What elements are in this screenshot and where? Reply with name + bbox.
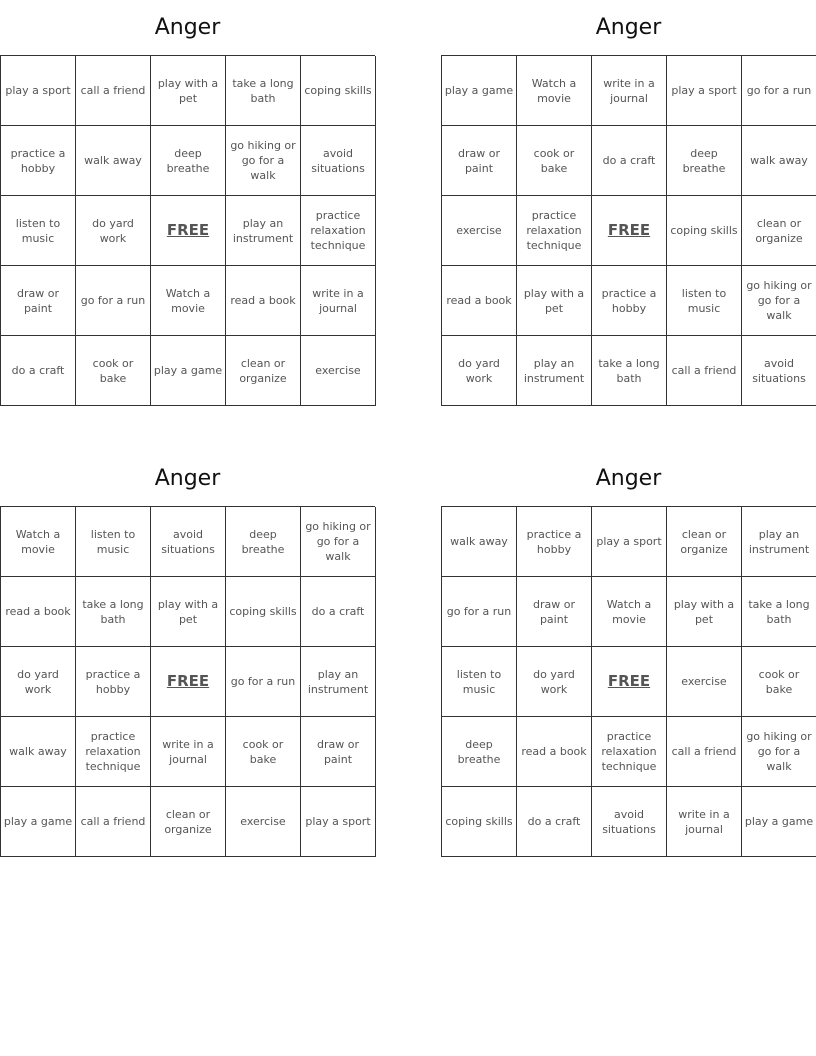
bingo-cell: go for a run [76, 266, 151, 336]
bingo-cell: play an instrument [742, 507, 816, 577]
bingo-card-2 [441, 0, 816, 406]
bingo-cell: play a game [442, 56, 517, 126]
bingo-cell: walk away [1, 717, 76, 787]
card-title: Anger [154, 15, 221, 40]
bingo-cell: play with a pet [151, 577, 226, 647]
bingo-cell: clean or organize [151, 787, 226, 857]
bingo-cell: avoid situations [301, 126, 376, 196]
bingo-cell: walk away [742, 126, 816, 196]
bingo-cell: walk away [76, 126, 151, 196]
bingo-cell: listen to music [442, 647, 517, 717]
bingo-cell: cook or bake [517, 126, 592, 196]
bingo-cell: play an instrument [226, 196, 301, 266]
bingo-card-4 [441, 451, 816, 857]
bingo-cell: walk away [442, 507, 517, 577]
bingo-cell: coping skills [667, 196, 742, 266]
bingo-cell: listen to music [1, 196, 76, 266]
bingo-cell: coping skills [442, 787, 517, 857]
bingo-cell: play a sport [1, 56, 76, 126]
bingo-cell: read a book [517, 717, 592, 787]
free-space-cell: FREE [151, 196, 226, 266]
bingo-cell: call a friend [667, 336, 742, 406]
bingo-grid [0, 506, 375, 857]
bingo-cell: write in a journal [667, 787, 742, 857]
bingo-cell: Watch a movie [151, 266, 226, 336]
bingo-grid [0, 55, 375, 406]
bingo-cell: take a long bath [742, 577, 816, 647]
bingo-cell: cook or bake [76, 336, 151, 406]
bingo-cell: Watch a movie [517, 56, 592, 126]
bingo-card-3 [0, 451, 375, 857]
bingo-cell: do a craft [1, 336, 76, 406]
bingo-cell: deep breathe [151, 126, 226, 196]
bingo-cell: avoid situations [151, 507, 226, 577]
bingo-cell: Watch a movie [1, 507, 76, 577]
card-title: Anger [595, 15, 662, 40]
bingo-cell: call a friend [76, 56, 151, 126]
bingo-cell: practice a hobby [76, 647, 151, 717]
card-title: Anger [595, 466, 662, 491]
bingo-cell: play a game [151, 336, 226, 406]
bingo-cell: read a book [1, 577, 76, 647]
bingo-cell: clean or organize [226, 336, 301, 406]
bingo-cell: play an instrument [301, 647, 376, 717]
bingo-cell: read a book [442, 266, 517, 336]
bingo-cell: play a game [742, 787, 816, 857]
bingo-cell: practice relaxation technique [592, 717, 667, 787]
bingo-cell: practice a hobby [1, 126, 76, 196]
bingo-cell: exercise [667, 647, 742, 717]
bingo-cell: go hiking or go for a walk [742, 717, 816, 787]
bingo-grid [441, 506, 816, 857]
bingo-cell: read a book [226, 266, 301, 336]
bingo-cell: draw or paint [301, 717, 376, 787]
bingo-cell: play a sport [301, 787, 376, 857]
bingo-cell: cook or bake [742, 647, 816, 717]
bingo-cell: clean or organize [667, 507, 742, 577]
free-space-cell: FREE [592, 196, 667, 266]
bingo-cell: go hiking or go for a walk [301, 507, 376, 577]
bingo-cell: draw or paint [517, 577, 592, 647]
bingo-cell: practice a hobby [517, 507, 592, 577]
bingo-cell: go for a run [742, 56, 816, 126]
bingo-cell: clean or organize [742, 196, 816, 266]
bingo-cell: do yard work [1, 647, 76, 717]
bingo-cell: practice relaxation technique [301, 196, 376, 266]
bingo-cell: call a friend [667, 717, 742, 787]
bingo-cell: exercise [442, 196, 517, 266]
bingo-cell: play a sport [667, 56, 742, 126]
bingo-cell: play a sport [592, 507, 667, 577]
bingo-cell: draw or paint [1, 266, 76, 336]
bingo-cell: write in a journal [151, 717, 226, 787]
bingo-cell: coping skills [301, 56, 376, 126]
bingo-cell: play with a pet [151, 56, 226, 126]
bingo-cell: do yard work [76, 196, 151, 266]
bingo-cell: listen to music [76, 507, 151, 577]
bingo-cell: write in a journal [301, 266, 376, 336]
bingo-cell: play a game [1, 787, 76, 857]
bingo-cell: cook or bake [226, 717, 301, 787]
bingo-cell: play with a pet [517, 266, 592, 336]
bingo-cell: call a friend [76, 787, 151, 857]
bingo-cell: do yard work [517, 647, 592, 717]
bingo-cell: do a craft [301, 577, 376, 647]
bingo-cell: deep breathe [442, 717, 517, 787]
bingo-cell: take a long bath [76, 577, 151, 647]
bingo-cell: do a craft [517, 787, 592, 857]
bingo-cell: deep breathe [226, 507, 301, 577]
free-space-cell: FREE [151, 647, 226, 717]
bingo-cell: exercise [301, 336, 376, 406]
bingo-cell: Watch a movie [592, 577, 667, 647]
bingo-cell: listen to music [667, 266, 742, 336]
bingo-cell: practice relaxation technique [76, 717, 151, 787]
bingo-cell: practice a hobby [592, 266, 667, 336]
bingo-cell: go hiking or go for a walk [226, 126, 301, 196]
bingo-cell: do yard work [442, 336, 517, 406]
bingo-cell: play an instrument [517, 336, 592, 406]
bingo-cell: avoid situations [742, 336, 816, 406]
bingo-cell: exercise [226, 787, 301, 857]
bingo-cell: go for a run [442, 577, 517, 647]
card-title: Anger [154, 466, 221, 491]
bingo-grid [441, 55, 816, 406]
bingo-cell: go hiking or go for a walk [742, 266, 816, 336]
bingo-cell: go for a run [226, 647, 301, 717]
bingo-cell: take a long bath [226, 56, 301, 126]
bingo-cell: draw or paint [442, 126, 517, 196]
bingo-card-1 [0, 0, 375, 406]
bingo-cell: play with a pet [667, 577, 742, 647]
bingo-cell: deep breathe [667, 126, 742, 196]
bingo-cell: write in a journal [592, 56, 667, 126]
bingo-cell: do a craft [592, 126, 667, 196]
free-space-cell: FREE [592, 647, 667, 717]
bingo-cell: practice relaxation technique [517, 196, 592, 266]
bingo-cell: avoid situations [592, 787, 667, 857]
bingo-cell: coping skills [226, 577, 301, 647]
bingo-cell: take a long bath [592, 336, 667, 406]
